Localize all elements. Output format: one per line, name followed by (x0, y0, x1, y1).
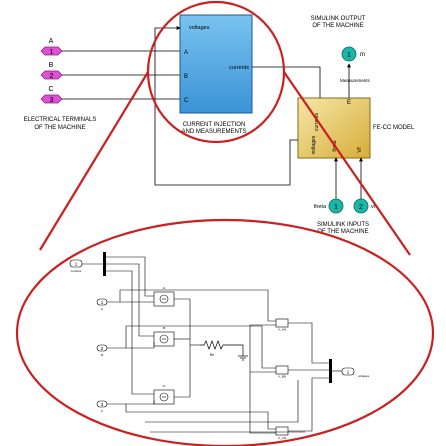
measurements-label: Measurements (340, 78, 370, 83)
simulink-output-label-1: SIMULINK OUTPUT (310, 16, 366, 22)
zoom-demux (103, 252, 106, 276)
zoom-port-c-label: C (100, 409, 104, 413)
simulink-input-theta-label: theta (313, 204, 326, 210)
zoom-port-a[interactable] (97, 299, 107, 311)
port-a-number: 1 (49, 49, 54, 56)
zoom-meter-bn-label: V_BN (278, 374, 286, 379)
zoom-port-b-number: 2 (100, 346, 104, 351)
port-c-number: 3 (49, 97, 54, 104)
simulink-output-label-2: OF THE MACHINE (312, 23, 364, 29)
zoom-port-c[interactable] (97, 401, 107, 413)
simulink-output-port-m[interactable] (342, 47, 365, 61)
port-b[interactable] (41, 62, 62, 80)
simulink-inputs-label-2: OF THE MACHINE (317, 229, 369, 235)
simulink-input-theta[interactable] (314, 199, 343, 213)
zoom-port-a-number: 1 (100, 300, 104, 305)
simulink-input-vf-label: vf (371, 204, 376, 210)
zoom-source-c-label: iC (162, 384, 166, 388)
port-c-label: C (48, 86, 54, 93)
zoom-in-port-label: currents (70, 269, 82, 273)
current-injection-label-2: AND MEASUREMENTS (181, 129, 247, 135)
port-wires (62, 51, 180, 99)
electrical-terminals-label-1: ELECTRICAL TERMINALS (23, 117, 97, 123)
injection-port-c: C (184, 98, 189, 104)
zoom-out-port-voltages[interactable] (342, 368, 370, 378)
zoom-out-port-number: 1 (346, 369, 350, 375)
zoom-meter-cn[interactable] (276, 427, 288, 435)
port-a-label: A (48, 38, 54, 45)
fe-port-currents: currents (314, 112, 320, 132)
electrical-terminals-label-2: OF THE MACHINE (34, 125, 86, 131)
fe-port-voltages: voltages (311, 135, 317, 155)
injection-port-a: A (184, 50, 189, 56)
zoom-wires (82, 257, 342, 433)
zoom-port-b[interactable] (97, 345, 107, 357)
zoom-port-b-label: B (100, 353, 104, 357)
zoom-in-port-currents[interactable] (70, 260, 82, 273)
zoom-port-c-number: 3 (100, 402, 104, 407)
zoom-source-b-label: iB (162, 326, 166, 330)
current-injection-block[interactable] (180, 15, 252, 113)
zoom-out-port-label: voltages (358, 374, 370, 378)
zoom-mux (329, 359, 332, 383)
injection-port-b: B (184, 74, 189, 80)
injection-port-voltages: voltages (189, 25, 210, 31)
port-b-number: 2 (49, 73, 54, 80)
fe-port-vf: Vf (357, 147, 363, 153)
simulink-input-vf-number: 2 (359, 204, 363, 211)
zoom-current-source-a[interactable] (154, 292, 174, 306)
fe-port-theta: theta (332, 140, 338, 152)
simulink-inputs-label-1: SIMULINK INPUTS (316, 222, 370, 228)
port-c[interactable] (41, 86, 62, 104)
zoom-current-source-b[interactable] (154, 332, 174, 346)
current-injection-label-1: CURRENT INJECTION (182, 122, 246, 128)
simulink-output-number: 1 (347, 52, 351, 59)
fe-cc-model-label: FE-CC MODEL (373, 125, 415, 131)
fe-port-e: E (346, 100, 352, 106)
simulink-input-theta-number: 1 (334, 204, 338, 211)
zoom-current-source-c[interactable] (154, 390, 174, 404)
port-a[interactable] (41, 38, 62, 56)
zoom-in-port-number: 1 (74, 261, 78, 267)
zoom-source-a-label: iA (162, 286, 166, 290)
zoom-meter-an[interactable] (276, 319, 288, 327)
zoom-resistor-rn[interactable] (200, 341, 248, 360)
zoom-meter-cn-label: V_CN (277, 436, 287, 440)
port-b-label: B (48, 62, 54, 69)
simulink-output-name: m (360, 52, 365, 58)
injection-port-currents: currents (229, 65, 249, 71)
zoom-resistor-label: Rn (209, 353, 215, 357)
zoom-meter-an-label: V_AN (278, 327, 286, 332)
zoom-port-a-label: A (100, 307, 104, 311)
zoom-detail (70, 252, 370, 440)
zoom-meter-bn[interactable] (276, 366, 288, 374)
